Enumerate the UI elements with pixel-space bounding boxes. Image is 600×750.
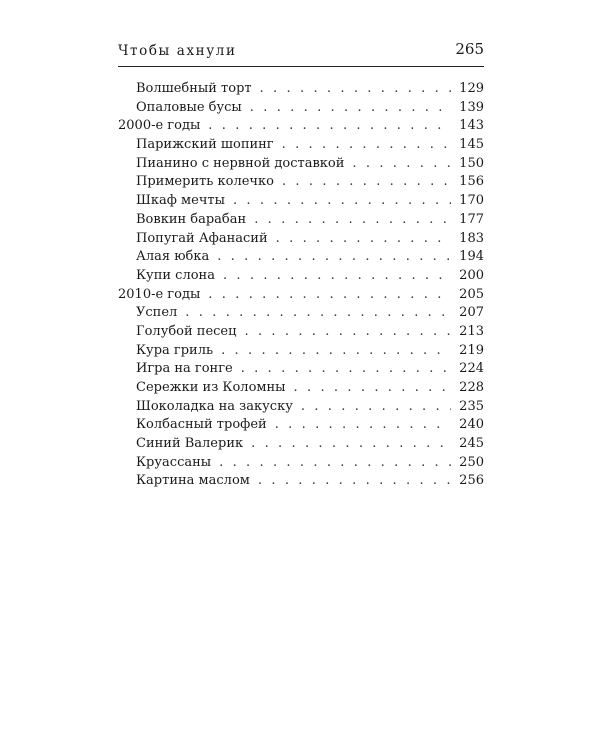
toc-entry-page: 156 — [459, 174, 484, 190]
dot-leader — [208, 118, 451, 133]
toc-entry-title: Картина маслом — [136, 473, 250, 489]
toc-entry — [118, 81, 484, 100]
dot-leader — [250, 100, 451, 115]
dot-leader — [254, 212, 451, 227]
dot-leader — [282, 137, 452, 152]
toc-entry-title: Кура гриль — [136, 342, 214, 358]
toc-entry-title: 2010-е годы — [118, 286, 201, 302]
toc-entry-title: Игра на гонге — [136, 361, 233, 377]
toc-entry-page: 235 — [459, 398, 484, 414]
toc-entry — [118, 455, 484, 474]
toc-entry — [118, 305, 484, 324]
toc-entry-page: 224 — [459, 361, 484, 377]
header-rule — [118, 66, 484, 67]
dot-leader — [294, 380, 452, 395]
dot-leader — [282, 174, 451, 189]
dot-leader — [219, 455, 451, 470]
dot-leader — [276, 231, 452, 246]
toc-entry — [118, 174, 484, 193]
dot-leader — [301, 399, 451, 414]
toc-entry — [118, 231, 484, 250]
toc-entry — [118, 399, 484, 418]
toc-entry-page: 245 — [459, 436, 484, 452]
toc-entry-page: 145 — [459, 137, 484, 153]
toc-section-entry — [118, 118, 484, 137]
toc-entry — [118, 193, 484, 212]
toc-entry — [118, 436, 484, 455]
toc-entry-page: 240 — [459, 417, 484, 433]
toc-entry-page: 207 — [459, 305, 484, 321]
toc-entry-title: Волшебный торт — [136, 81, 252, 96]
toc-entry — [118, 417, 484, 436]
toc-entry — [118, 249, 484, 268]
dot-leader — [217, 249, 451, 264]
dot-leader — [352, 156, 451, 171]
toc-entry-title: Шоколадка на закуску — [136, 398, 293, 414]
dot-leader — [208, 287, 451, 302]
toc-entry-title: Вовкин барабан — [136, 211, 247, 227]
running-header — [118, 40, 484, 62]
toc-entry-page: 213 — [459, 323, 484, 339]
toc-entry-title: Пианино с нервной доставкой — [136, 155, 345, 171]
table-of-contents — [118, 81, 484, 492]
toc-entry-page: 194 — [459, 249, 484, 265]
dot-leader — [233, 193, 451, 208]
toc-entry-title: Колбасный трофей — [136, 417, 267, 433]
toc-entry — [118, 100, 484, 119]
toc-entry-page: 200 — [459, 267, 484, 283]
dot-leader — [275, 417, 451, 432]
toc-section-entry — [118, 287, 484, 306]
toc-entry-title: Шкаф мечты — [136, 193, 225, 209]
dot-leader — [223, 268, 451, 283]
toc-entry — [118, 137, 484, 156]
toc-entry-page: 177 — [459, 211, 484, 227]
toc-entry-title: Круассаны — [136, 454, 212, 470]
toc-entry-title: Попугай Афанасий — [136, 230, 268, 246]
toc-entry-page: 170 — [459, 193, 484, 209]
toc-entry — [118, 361, 484, 380]
toc-entry — [118, 156, 484, 175]
toc-entry-page: 228 — [459, 380, 484, 395]
toc-entry-title: Опаловые бусы — [136, 99, 242, 115]
dot-leader — [221, 343, 451, 358]
toc-entry — [118, 473, 484, 492]
toc-entry-title: Парижский шопинг — [136, 137, 274, 153]
toc-entry-title: Купи слона — [136, 267, 215, 283]
dot-leader — [185, 305, 451, 320]
dot-leader — [244, 324, 451, 339]
toc-entry-title: Синий Валерик — [136, 436, 244, 452]
toc-entry-page: 183 — [459, 230, 484, 246]
running-title: Чтобы ахнули — [118, 43, 237, 59]
dot-leader — [241, 361, 451, 376]
toc-entry-page: 205 — [459, 286, 484, 302]
toc-entry-title: Голубой песец — [136, 323, 237, 339]
toc-entry-page: 150 — [459, 155, 484, 171]
toc-entry-page: 219 — [459, 342, 484, 358]
page-number: 265 — [455, 40, 484, 58]
toc-entry-title: Сережки из Коломны — [136, 380, 286, 395]
toc-entry — [118, 324, 484, 343]
toc-entry — [118, 212, 484, 231]
toc-entry-page: 143 — [459, 118, 484, 134]
toc-entry-page: 256 — [459, 473, 484, 489]
toc-entry-page: 139 — [459, 99, 484, 115]
toc-entry — [118, 343, 484, 362]
toc-entry-title: Примерить колечко — [136, 174, 274, 190]
toc-entry-title: Алая юбка — [136, 249, 210, 265]
toc-entry-title: Успел — [136, 305, 178, 321]
toc-entry-page: 129 — [459, 81, 484, 96]
toc-entry-title: 2000-е годы — [118, 118, 201, 134]
dot-leader — [258, 473, 451, 488]
dot-leader — [251, 436, 451, 451]
toc-entry-page: 250 — [459, 454, 484, 470]
toc-entry — [118, 268, 484, 287]
dot-leader — [260, 81, 452, 96]
toc-entry — [118, 380, 484, 399]
